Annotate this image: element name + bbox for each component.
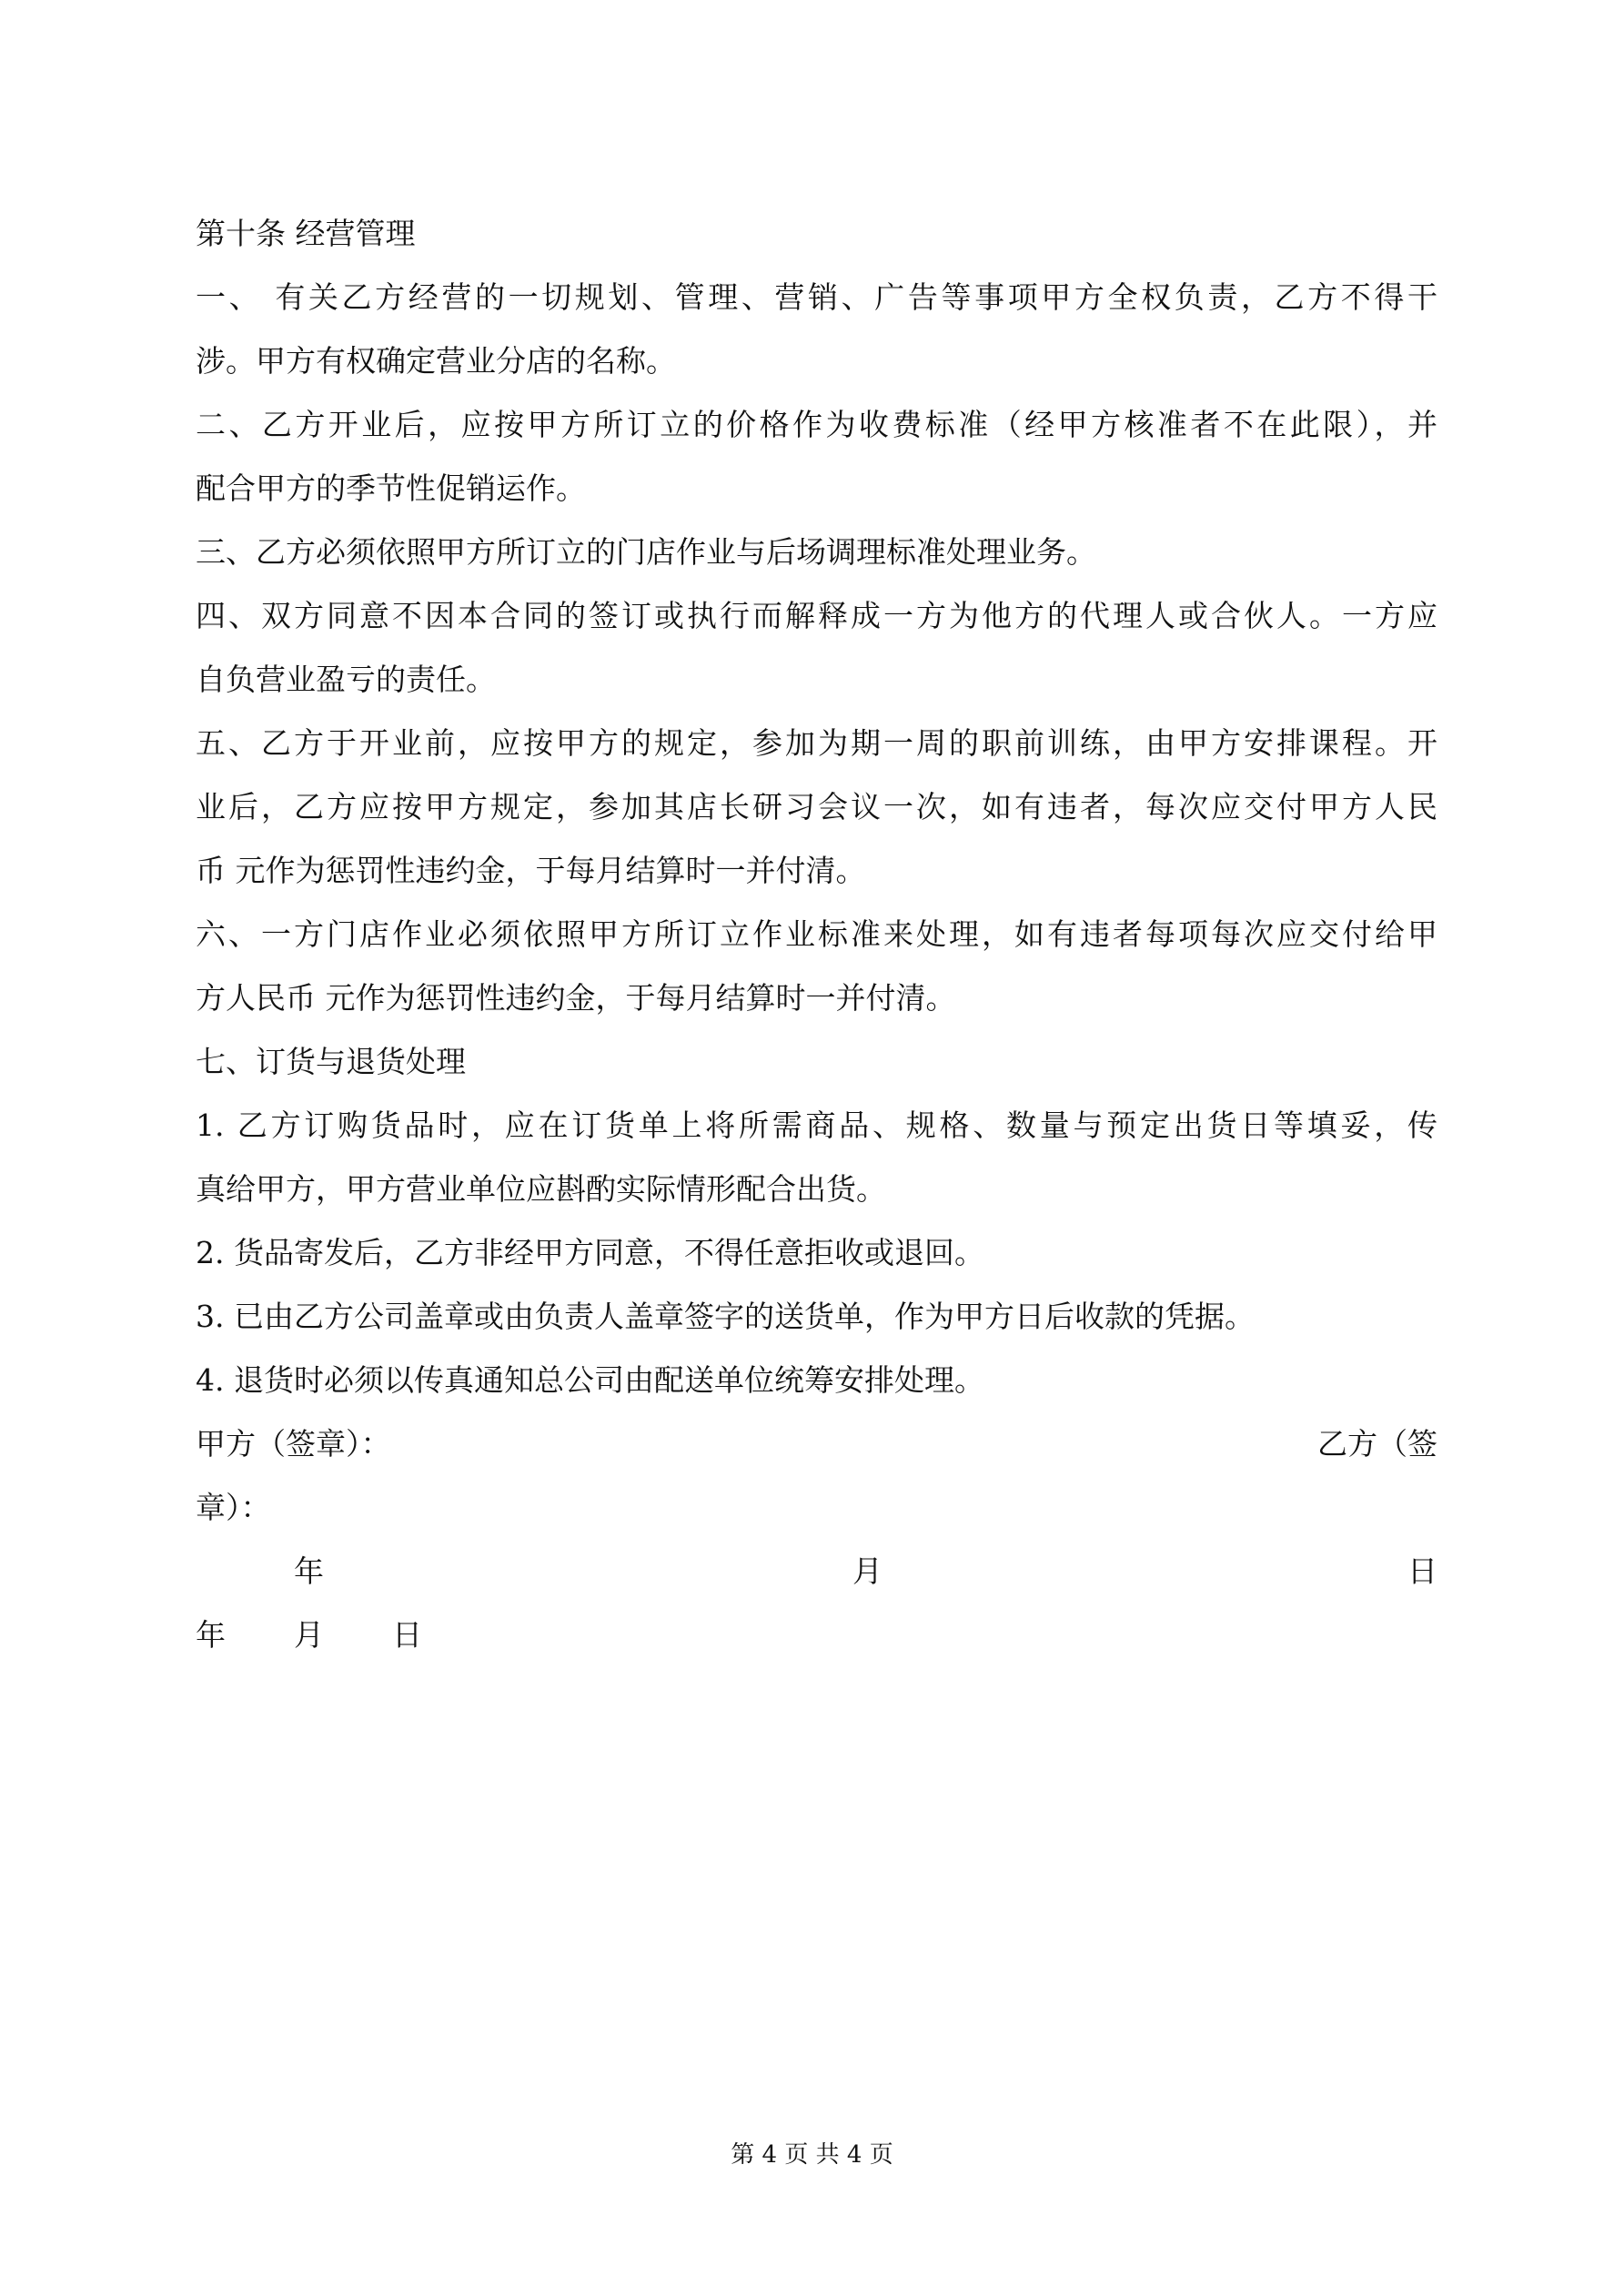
text-line: 涉。甲方有权确定营业分店的名称。	[196, 343, 676, 379]
date-day-label: 日	[392, 1617, 422, 1653]
text-line: 五、乙方于开业前，应按甲方的规定，参加为期一周的职前训练，由甲方安排课程。开	[196, 725, 1437, 761]
text-line: 真给甲方，甲方营业单位应斟酌实际情形配合出货。	[196, 1171, 886, 1207]
text-line: 三、乙方必须依照甲方所订立的门店作业与后场调理标准处理业务。	[196, 534, 1096, 570]
text-line: 自负营业盈亏的责任。	[196, 662, 496, 697]
text-line: 配合甲方的季节性促销运作。	[196, 470, 586, 506]
date-year-label: 年	[294, 1553, 324, 1589]
text-line: 一、 有关乙方经营的一切规划、管理、营销、广告等事项甲方全权负责，乙方不得干	[196, 279, 1437, 315]
text-line: 四、双方同意不因本合同的签订或执行而解释成一方为他方的代理人或合伙人。一方应	[196, 598, 1437, 633]
text-line: 业后，乙方应按甲方规定，参加其店长研习会议一次，如有违者，每次应交付甲方人民	[196, 789, 1437, 824]
text-line: 1. 乙方订购货品时，应在订货单上将所需商品、规格、数量与预定出货日等填妥，传	[196, 1108, 1437, 1143]
date-row-party-a	[196, 1540, 1437, 1603]
text-line: 六、一方门店作业必须依照甲方所订立作业标准来处理，如有违者每项每次应交付给甲	[196, 916, 1437, 952]
date-month-label: 月	[852, 1553, 883, 1589]
party-b-signature-label: 乙方（签	[1317, 1426, 1437, 1462]
date-year-label: 年	[196, 1617, 226, 1653]
text-line: 二、乙方开业后，应按甲方所订立的价格作为收费标准（经甲方核准者不在此限），并	[196, 407, 1437, 442]
text-line: 币 元作为惩罚性违约金，于每月结算时一并付清。	[196, 853, 866, 888]
text-line: 3. 已由乙方公司盖章或由负责人盖章签字的送货单，作为甲方日后收款的凭据。	[196, 1299, 1255, 1334]
text-line: 方人民币 元作为惩罚性违约金，于每月结算时一并付清。	[196, 980, 956, 1016]
text-line: 第十条 经营管理	[196, 216, 416, 251]
text-line: 4. 退货时必须以传真通知总公司由配送单位统筹安排处理。	[196, 1362, 984, 1398]
document-body	[196, 202, 1437, 1667]
date-day-label: 日	[1407, 1553, 1437, 1589]
date-row-party-b	[196, 1603, 1437, 1667]
clause-lines	[196, 202, 1437, 1412]
signature-row	[196, 1412, 1437, 1476]
text-line: 七、订货与退货处理	[196, 1044, 466, 1079]
party-a-signature-label: 甲方（签章）：	[196, 1426, 391, 1462]
party-b-signature-label-continued: 章）：	[196, 1490, 271, 1525]
text-line: 2. 货品寄发后，乙方非经甲方同意，不得任意拒收或退回。	[196, 1235, 984, 1270]
page-footer: 第 4 页 共 4 页	[731, 2141, 893, 2169]
date-month-label: 月	[294, 1617, 324, 1653]
